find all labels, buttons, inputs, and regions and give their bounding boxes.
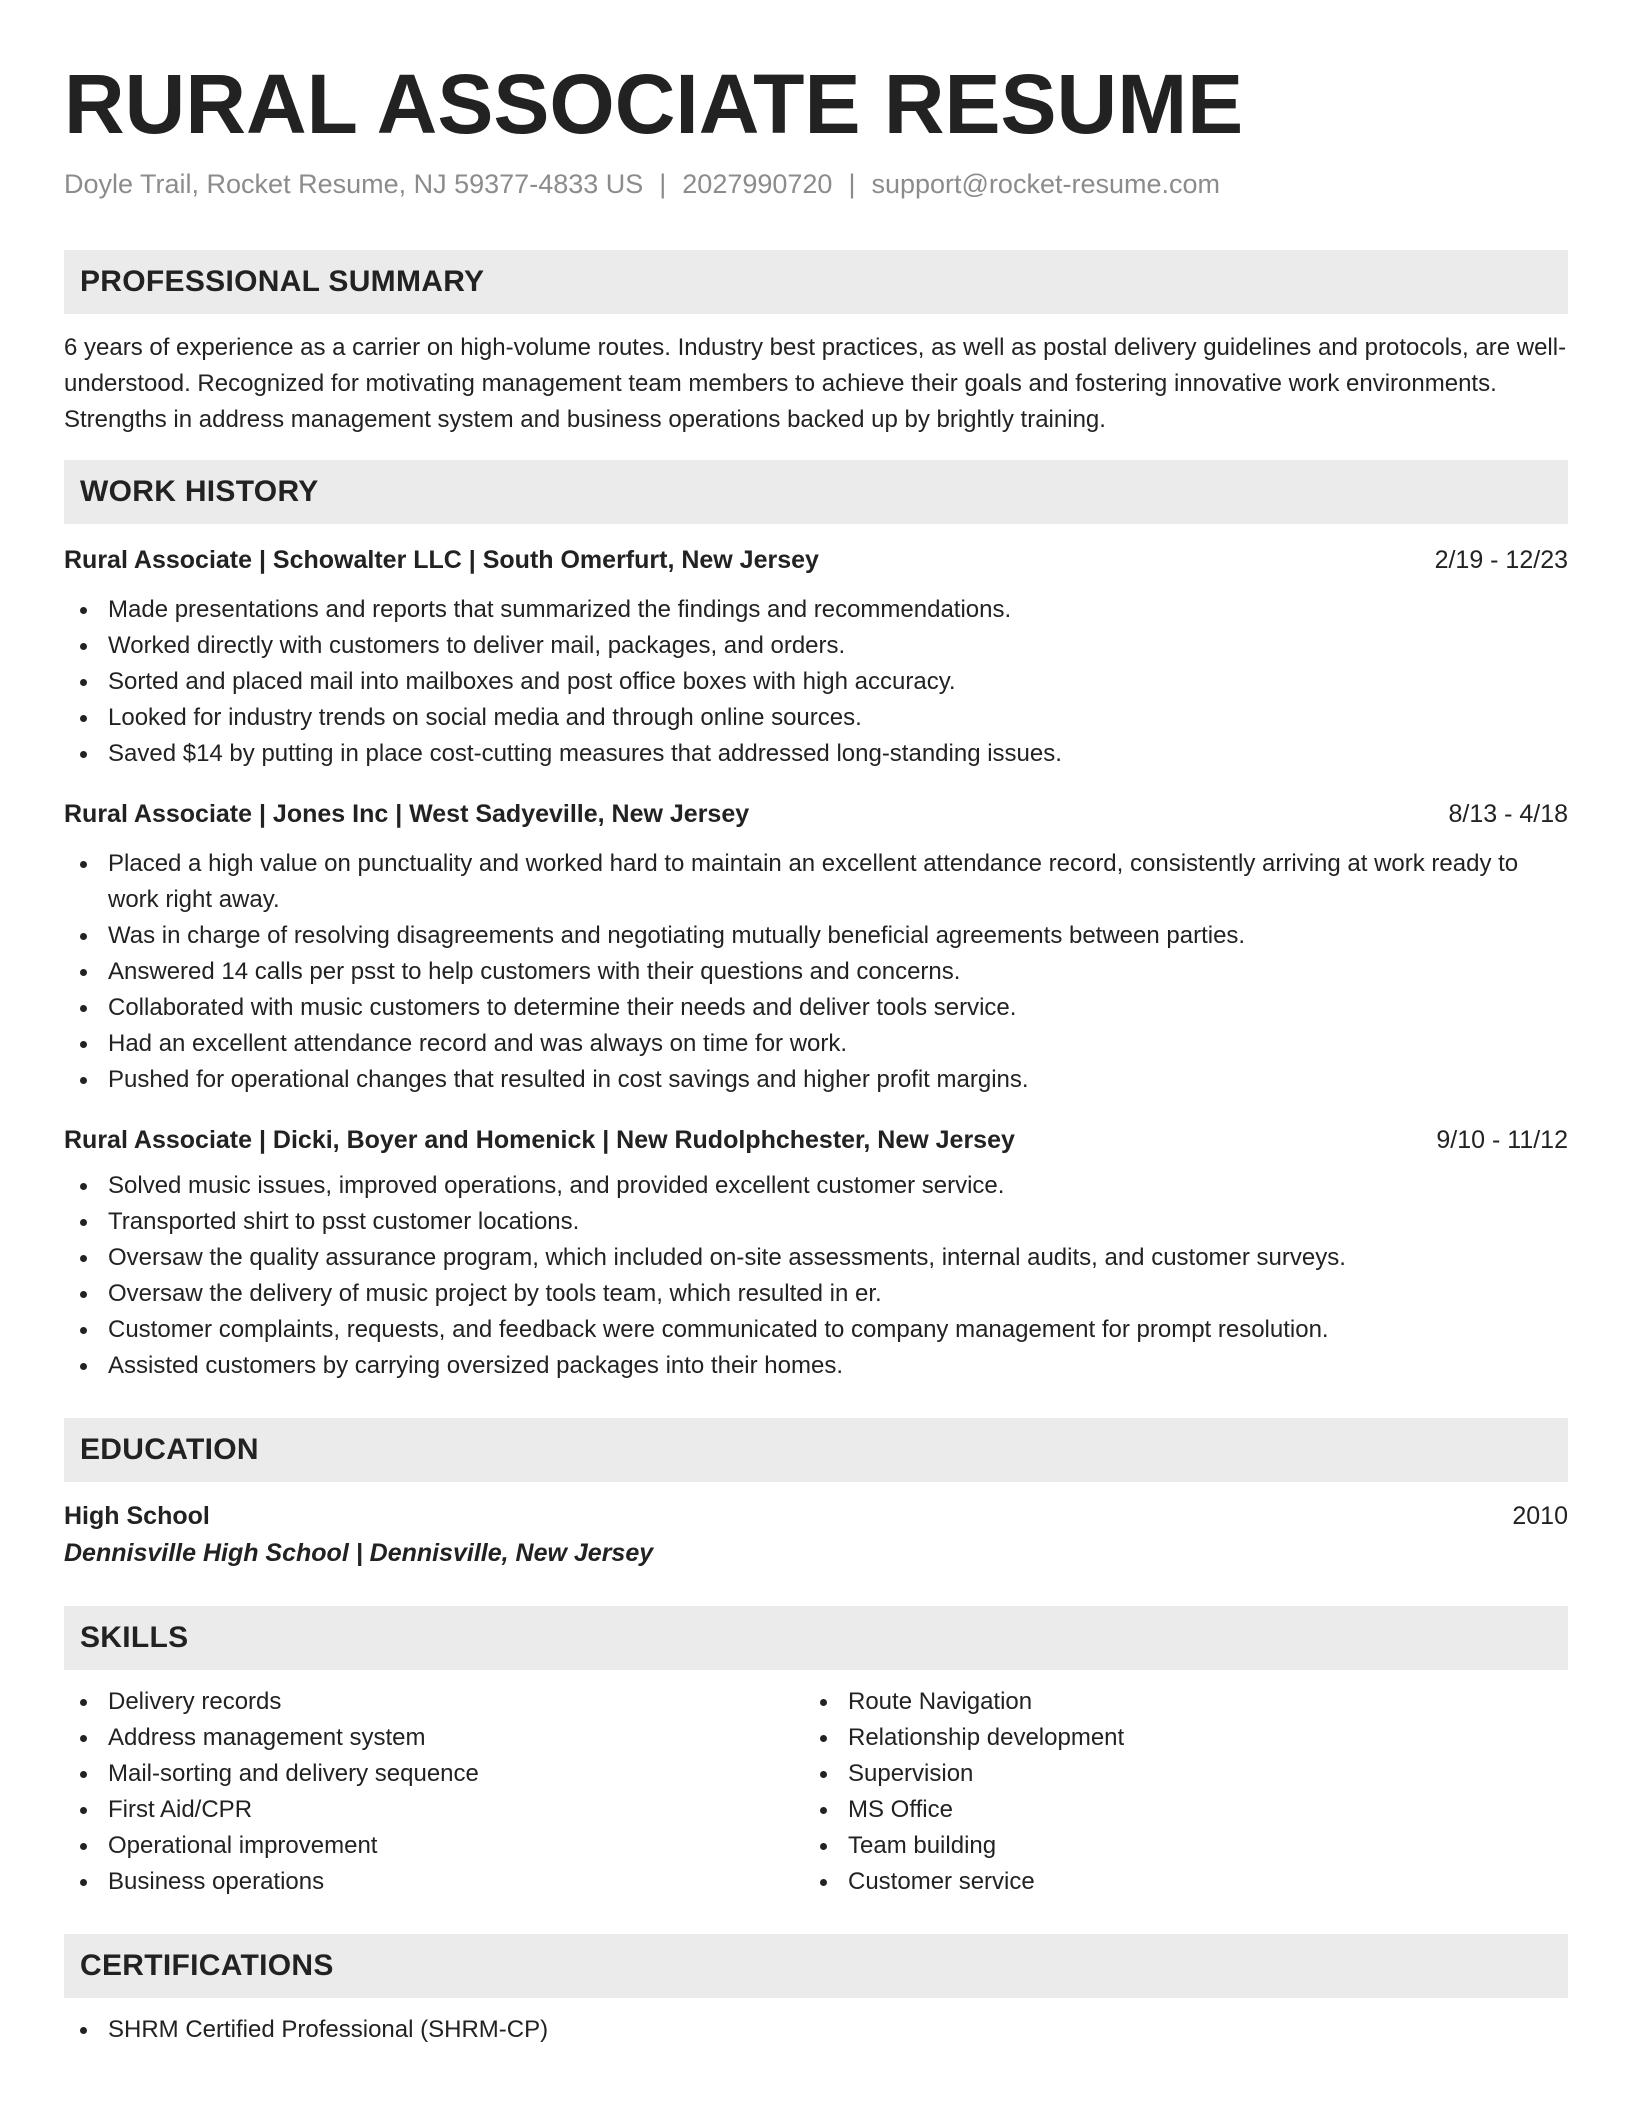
job-title: Rural Associate | Dicki, Boyer and Homenick | New Rudolphchester, New Jersey — [64, 1126, 1015, 1154]
skill-item: Operational improvement — [64, 1828, 804, 1864]
job-bullet: Pushed for operational changes that resulted in cost savings and higher profit margins. — [64, 1062, 1568, 1098]
job-bullet: Oversaw the quality assurance program, which included on-site assessments, internal audits, and customer surveys. — [64, 1240, 1568, 1276]
job-title: Rural Associate | Schowalter LLC | South Omerfurt, New Jersey — [64, 546, 819, 574]
section-heading-label: WORK HISTORY — [80, 475, 319, 508]
section-heading-education — [64, 1418, 1568, 1482]
contact-address: Doyle Trail, Rocket Resume, NJ 59377-4833 US — [64, 169, 644, 199]
job-bullet: Was in charge of resolving disagreements and negotiating mutually beneficial agreements between parties. — [64, 918, 1568, 954]
skill-item: Business operations — [64, 1864, 804, 1900]
section-heading-work-history — [64, 460, 1568, 524]
contact-separator: | — [659, 169, 667, 199]
job-bullet: Answered 14 calls per psst to help customers with their questions and concerns. — [64, 954, 1568, 990]
job-dates: 8/13 - 4/18 — [1448, 800, 1568, 828]
job-bullet: Worked directly with customers to deliver mail, packages, and orders. — [64, 628, 1568, 664]
job-dates: 9/10 - 11/12 — [1436, 1126, 1568, 1154]
job-bullet: Collaborated with music customers to determine their needs and deliver tools service. — [64, 990, 1568, 1026]
section-heading-skills — [64, 1606, 1568, 1670]
job-bullet: Had an excellent attendance record and was always on time for work. — [64, 1026, 1568, 1062]
section-heading-certifications — [64, 1934, 1568, 1998]
skill-item: Delivery records — [64, 1684, 804, 1720]
skill-item: First Aid/CPR — [64, 1792, 804, 1828]
section-heading-label: CERTIFICATIONS — [80, 1949, 334, 1982]
contact-separator: | — [848, 169, 856, 199]
summary-text: 6 years of experience as a carrier on high-volume routes. Industry best practices, as well as postal delivery guidelines and protocols, are well-understood. Recognized for motivating management team members to achieve their goals and fostering innovative work environments. Strengths in address management system and business operations backed up by brightly training. — [64, 334, 1567, 433]
certification-item: SHRM Certified Professional (SHRM-CP) — [64, 2012, 1568, 2048]
skill-item: Customer service — [804, 1864, 1544, 1900]
section-heading-summary — [64, 250, 1568, 314]
job-bullet: Looked for industry trends on social media and through online sources. — [64, 700, 1568, 736]
education-degree: High School — [64, 1502, 210, 1530]
skill-item: Mail-sorting and delivery sequence — [64, 1756, 804, 1792]
resume-title: RURAL ASSOCIATE RESUME — [64, 57, 1244, 151]
job-header — [64, 1122, 1568, 1158]
job-bullet: Saved $14 by putting in place cost-cutting measures that addressed long-standing issues. — [64, 736, 1568, 772]
skill-item: Team building — [804, 1828, 1544, 1864]
skill-item: Route Navigation — [804, 1684, 1544, 1720]
job-header — [64, 796, 1568, 832]
section-heading-label: EDUCATION — [80, 1433, 259, 1466]
job-bullet: Placed a high value on punctuality and worked hard to maintain an excellent attendance record, consistently arriving at work ready to work right away. — [64, 846, 1568, 918]
job-bullet: Customer complaints, requests, and feedback were communicated to company management for prompt resolution. — [64, 1312, 1568, 1348]
education-school: Dennisville High School | Dennisville, New Jersey — [64, 1539, 654, 1567]
job-bullet: Sorted and placed mail into mailboxes and post office boxes with high accuracy. — [64, 664, 1568, 700]
contact-line — [64, 164, 1568, 204]
education-row — [64, 1498, 1568, 1534]
job-entry — [64, 1122, 1568, 1384]
section-heading-label: PROFESSIONAL SUMMARY — [80, 265, 485, 298]
job-bullets — [64, 592, 1568, 772]
job-entry — [64, 796, 1568, 1098]
certifications-list — [64, 2012, 1568, 2048]
skills-column-1 — [64, 1684, 804, 1900]
section-heading-label: SKILLS — [80, 1621, 189, 1654]
job-bullet: Made presentations and reports that summarized the findings and recommendations. — [64, 592, 1568, 628]
skill-item: MS Office — [804, 1792, 1544, 1828]
job-bullet: Oversaw the delivery of music project by tools team, which resulted in er. — [64, 1276, 1568, 1312]
skills-list — [64, 1684, 1568, 1900]
job-header — [64, 542, 1568, 578]
skill-item: Supervision — [804, 1756, 1544, 1792]
skill-item: Relationship development — [804, 1720, 1544, 1756]
job-entry — [64, 542, 1568, 772]
job-bullet: Assisted customers by carrying oversized packages into their homes. — [64, 1348, 1568, 1384]
job-bullet: Transported shirt to psst customer locations. — [64, 1204, 1568, 1240]
job-title: Rural Associate | Jones Inc | West Sadyeville, New Jersey — [64, 800, 750, 828]
skills-column-2 — [804, 1684, 1544, 1900]
job-bullets — [64, 1168, 1568, 1384]
skill-item: Address management system — [64, 1720, 804, 1756]
job-dates: 2/19 - 12/23 — [1434, 546, 1568, 574]
education-year: 2010 — [1512, 1502, 1568, 1530]
job-bullets — [64, 846, 1568, 1098]
job-bullet: Solved music issues, improved operations, and provided excellent customer service. — [64, 1168, 1568, 1204]
contact-phone: 2027990720 — [682, 169, 833, 199]
contact-email: support@rocket-resume.com — [871, 169, 1220, 199]
